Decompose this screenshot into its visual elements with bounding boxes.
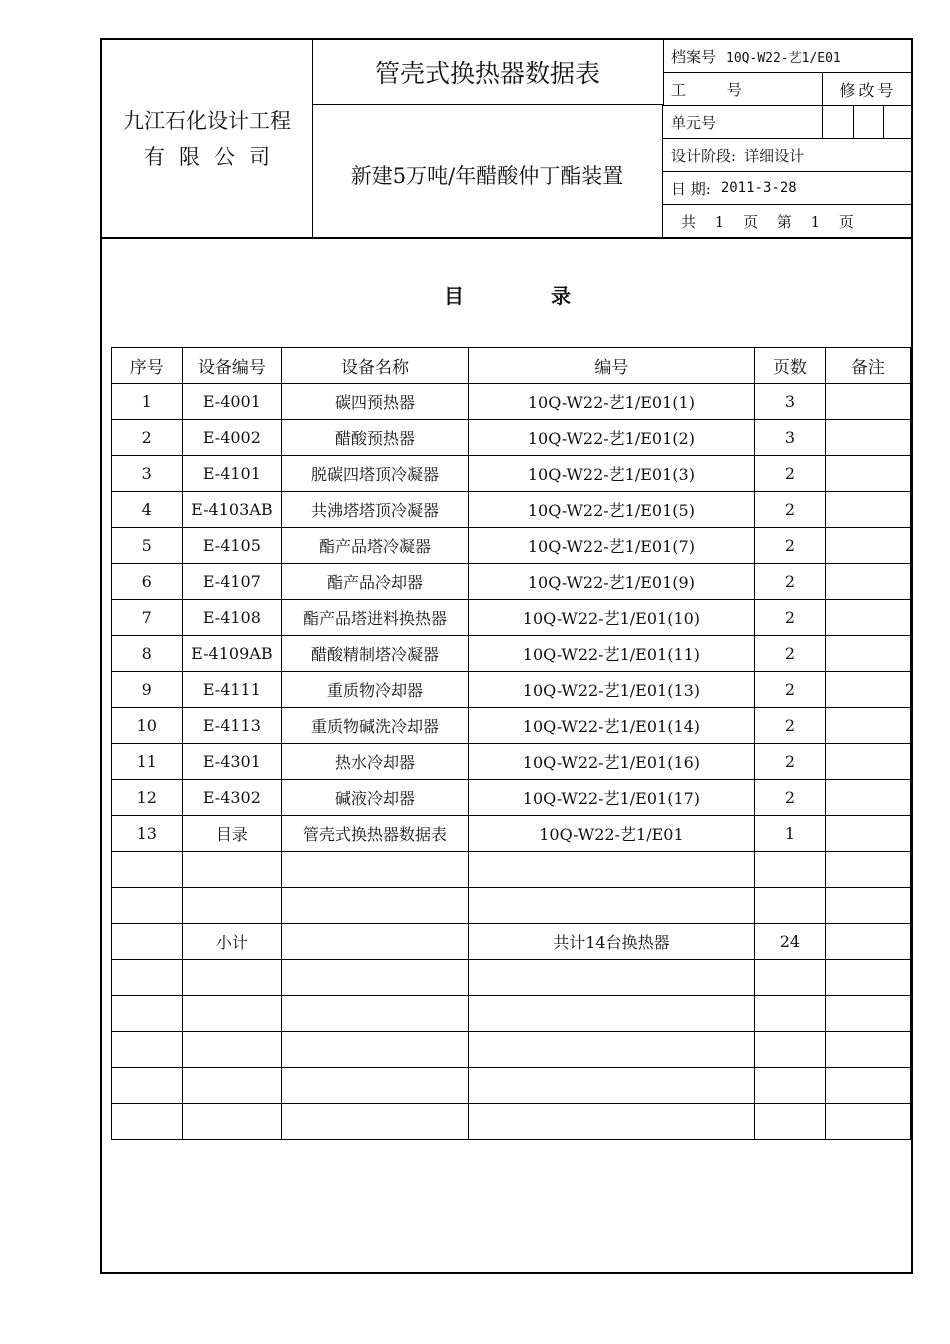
table-row	[112, 672, 911, 708]
cell-code: 10Q-W22-艺1/E01(5)	[468, 492, 754, 528]
table-row	[112, 888, 911, 924]
cell-code: 10Q-W22-艺1/E01	[468, 816, 754, 852]
cell-remark	[825, 924, 910, 960]
cell-code	[468, 960, 754, 996]
cell-code	[468, 996, 754, 1032]
cell-pages: 2	[755, 672, 826, 708]
cell-tag: E-4107	[182, 564, 282, 600]
cell-name: 碳四预热器	[282, 384, 468, 420]
cell-pages: 2	[755, 456, 826, 492]
cell-name	[282, 888, 468, 924]
cell-code	[468, 1032, 754, 1068]
cell-tag	[182, 1068, 282, 1104]
cell-name: 醋酸预热器	[282, 420, 468, 456]
cell-remark	[825, 1068, 910, 1104]
cell-pages: 2	[755, 636, 826, 672]
table-row	[112, 996, 911, 1032]
cell-code: 10Q-W22-艺1/E01(9)	[468, 564, 754, 600]
document-title: 管壳式换热器数据表	[312, 40, 664, 105]
cell-no	[112, 960, 183, 996]
cell-tag: E-4002	[182, 420, 282, 456]
table-row	[112, 816, 911, 852]
cell-remark	[825, 744, 910, 780]
cell-no	[112, 1068, 183, 1104]
cell-tag: E-4103AB	[182, 492, 282, 528]
table-row	[112, 1104, 911, 1140]
cell-remark	[825, 600, 910, 636]
cell-name: 酯产品冷却器	[282, 564, 468, 600]
cell-remark	[825, 888, 910, 924]
table-row	[112, 960, 911, 996]
cell-pages: 2	[755, 492, 826, 528]
header-info-block	[663, 40, 913, 237]
col-header-code: 编号	[468, 348, 754, 384]
cell-tag	[182, 852, 282, 888]
cell-pages	[755, 960, 826, 996]
cell-remark	[825, 960, 910, 996]
cell-no: 13	[112, 816, 183, 852]
cell-code: 10Q-W22-艺1/E01(13)	[468, 672, 754, 708]
cell-pages: 2	[755, 528, 826, 564]
cell-no: 9	[112, 672, 183, 708]
cell-tag: 目录	[182, 816, 282, 852]
cell-name: 醋酸精制塔冷凝器	[282, 636, 468, 672]
cell-remark	[825, 672, 910, 708]
cell-remark	[825, 564, 910, 600]
cell-remark	[825, 384, 910, 420]
table-row	[112, 528, 911, 564]
cell-no	[112, 852, 183, 888]
cell-pages: 2	[755, 708, 826, 744]
cell-remark	[825, 780, 910, 816]
table-row	[112, 1068, 911, 1104]
cell-code	[468, 888, 754, 924]
col-header-remark: 备注	[825, 348, 910, 384]
cell-name: 共沸塔塔顶冷凝器	[282, 492, 468, 528]
cell-code	[468, 1104, 754, 1140]
company-name-line1: 九江石化设计工程	[123, 108, 291, 133]
divider	[853, 106, 854, 139]
cell-name: 碱液冷却器	[282, 780, 468, 816]
catalog-table	[111, 347, 911, 1140]
cell-code: 10Q-W22-艺1/E01(1)	[468, 384, 754, 420]
cell-name: 重质物碱洗冷却器	[282, 708, 468, 744]
cell-remark	[825, 420, 910, 456]
cell-pages	[755, 1068, 826, 1104]
cell-code: 10Q-W22-艺1/E01(7)	[468, 528, 754, 564]
cell-name	[282, 996, 468, 1032]
archive-value: 10Q-W22-艺1/E01	[726, 50, 841, 66]
cell-tag: E-4111	[182, 672, 282, 708]
cell-no: 2	[112, 420, 183, 456]
pages-text: 共 1 页 第 1 页	[681, 213, 854, 231]
cell-tag: E-4109AB	[182, 636, 282, 672]
table-row	[112, 708, 911, 744]
cell-no: 10	[112, 708, 183, 744]
cell-no: 4	[112, 492, 183, 528]
cell-code: 10Q-W22-艺1/E01(10)	[468, 600, 754, 636]
cell-name	[282, 1032, 468, 1068]
col-header-tag: 设备编号	[182, 348, 282, 384]
date-row	[663, 172, 913, 205]
cell-no	[112, 924, 183, 960]
cell-remark	[825, 1032, 910, 1068]
cell-pages: 2	[755, 600, 826, 636]
cell-no	[112, 1104, 183, 1140]
cell-code: 10Q-W22-艺1/E01(2)	[468, 420, 754, 456]
table-row	[112, 636, 911, 672]
cell-tag: E-4105	[182, 528, 282, 564]
cell-tag: E-4108	[182, 600, 282, 636]
cell-remark	[825, 492, 910, 528]
table-row	[112, 744, 911, 780]
company-cell	[102, 40, 313, 237]
cell-pages: 3	[755, 384, 826, 420]
cell-name: 脱碳四塔顶冷凝器	[282, 456, 468, 492]
cell-no: 6	[112, 564, 183, 600]
cell-code: 10Q-W22-艺1/E01(16)	[468, 744, 754, 780]
cell-remark	[825, 636, 910, 672]
cell-no: 8	[112, 636, 183, 672]
table-row	[112, 600, 911, 636]
col-header-no: 序号	[112, 348, 183, 384]
archive-row	[663, 40, 913, 73]
cell-no	[112, 996, 183, 1032]
cell-pages: 1	[755, 816, 826, 852]
company-name-line2: 有限公司	[144, 144, 284, 169]
cell-tag: E-4113	[182, 708, 282, 744]
table-row	[112, 456, 911, 492]
cell-remark	[825, 996, 910, 1032]
cell-tag	[182, 1032, 282, 1068]
cell-no	[112, 888, 183, 924]
cell-pages: 2	[755, 564, 826, 600]
revision-label: 修改号	[839, 81, 897, 100]
cell-no: 3	[112, 456, 183, 492]
cell-code: 10Q-W22-艺1/E01(17)	[468, 780, 754, 816]
date-value: 2011-3-28	[720, 180, 797, 196]
cell-remark	[825, 816, 910, 852]
table-row	[112, 924, 911, 960]
cell-name: 重质物冷却器	[282, 672, 468, 708]
cell-pages: 2	[755, 780, 826, 816]
cell-no: 12	[112, 780, 183, 816]
cell-code	[468, 1068, 754, 1104]
header-bottom-rule	[102, 237, 913, 239]
date-label: 日 期:	[671, 179, 711, 198]
stage-row	[663, 139, 913, 172]
cell-remark	[825, 456, 910, 492]
cell-tag	[182, 996, 282, 1032]
cell-no: 11	[112, 744, 183, 780]
catalog-title: 目 录	[444, 284, 611, 308]
cell-remark	[825, 1104, 910, 1140]
cell-no: 1	[112, 384, 183, 420]
cell-no: 5	[112, 528, 183, 564]
cell-tag	[182, 1104, 282, 1140]
cell-name	[282, 852, 468, 888]
cell-name	[282, 1104, 468, 1140]
cell-pages	[755, 852, 826, 888]
unit-row	[663, 106, 913, 139]
stage-value: 详细设计	[744, 146, 805, 165]
job-label: 工 号	[671, 80, 760, 99]
cell-no	[112, 1032, 183, 1068]
cell-pages	[755, 996, 826, 1032]
cell-tag: E-4302	[182, 780, 282, 816]
table-row	[112, 1032, 911, 1068]
table-row	[112, 564, 911, 600]
project-name: 新建5万吨/年醋酸仲丁酯装置	[312, 104, 663, 237]
divider	[822, 106, 823, 139]
cell-pages: 24	[755, 924, 826, 960]
cell-remark	[825, 852, 910, 888]
archive-label: 档案号	[671, 47, 717, 66]
cell-pages	[755, 1104, 826, 1140]
stage-label: 设计阶段:	[671, 146, 737, 165]
cell-remark	[825, 528, 910, 564]
cell-code: 10Q-W22-艺1/E01(3)	[468, 456, 754, 492]
cell-pages: 2	[755, 744, 826, 780]
table-header-row	[112, 348, 911, 384]
cell-name	[282, 924, 468, 960]
cell-name: 管壳式换热器数据表	[282, 816, 468, 852]
cell-tag	[182, 888, 282, 924]
cell-tag: E-4001	[182, 384, 282, 420]
cell-name	[282, 1068, 468, 1104]
unit-label: 单元号	[671, 113, 717, 132]
divider	[883, 106, 884, 139]
document-frame	[100, 38, 913, 1274]
cell-name: 酯产品塔进料换热器	[282, 600, 468, 636]
cell-tag	[182, 960, 282, 996]
cell-code: 10Q-W22-艺1/E01(11)	[468, 636, 754, 672]
col-header-pages: 页数	[755, 348, 826, 384]
cell-tag: 小计	[182, 924, 282, 960]
cell-tag: E-4301	[182, 744, 282, 780]
table-row	[112, 384, 911, 420]
pages-row	[663, 205, 913, 238]
cell-pages: 3	[755, 420, 826, 456]
table-row	[112, 852, 911, 888]
table-row	[112, 780, 911, 816]
cell-code	[468, 852, 754, 888]
cell-code: 10Q-W22-艺1/E01(14)	[468, 708, 754, 744]
cell-pages	[755, 1032, 826, 1068]
cell-no: 7	[112, 600, 183, 636]
table-row	[112, 420, 911, 456]
cell-name	[282, 960, 468, 996]
cell-code: 共计14台换热器	[468, 924, 754, 960]
col-header-name: 设备名称	[282, 348, 468, 384]
cell-name: 酯产品塔冷凝器	[282, 528, 468, 564]
table-row	[112, 492, 911, 528]
cell-pages	[755, 888, 826, 924]
cell-remark	[825, 708, 910, 744]
cell-name: 热水冷却器	[282, 744, 468, 780]
cell-tag: E-4101	[182, 456, 282, 492]
